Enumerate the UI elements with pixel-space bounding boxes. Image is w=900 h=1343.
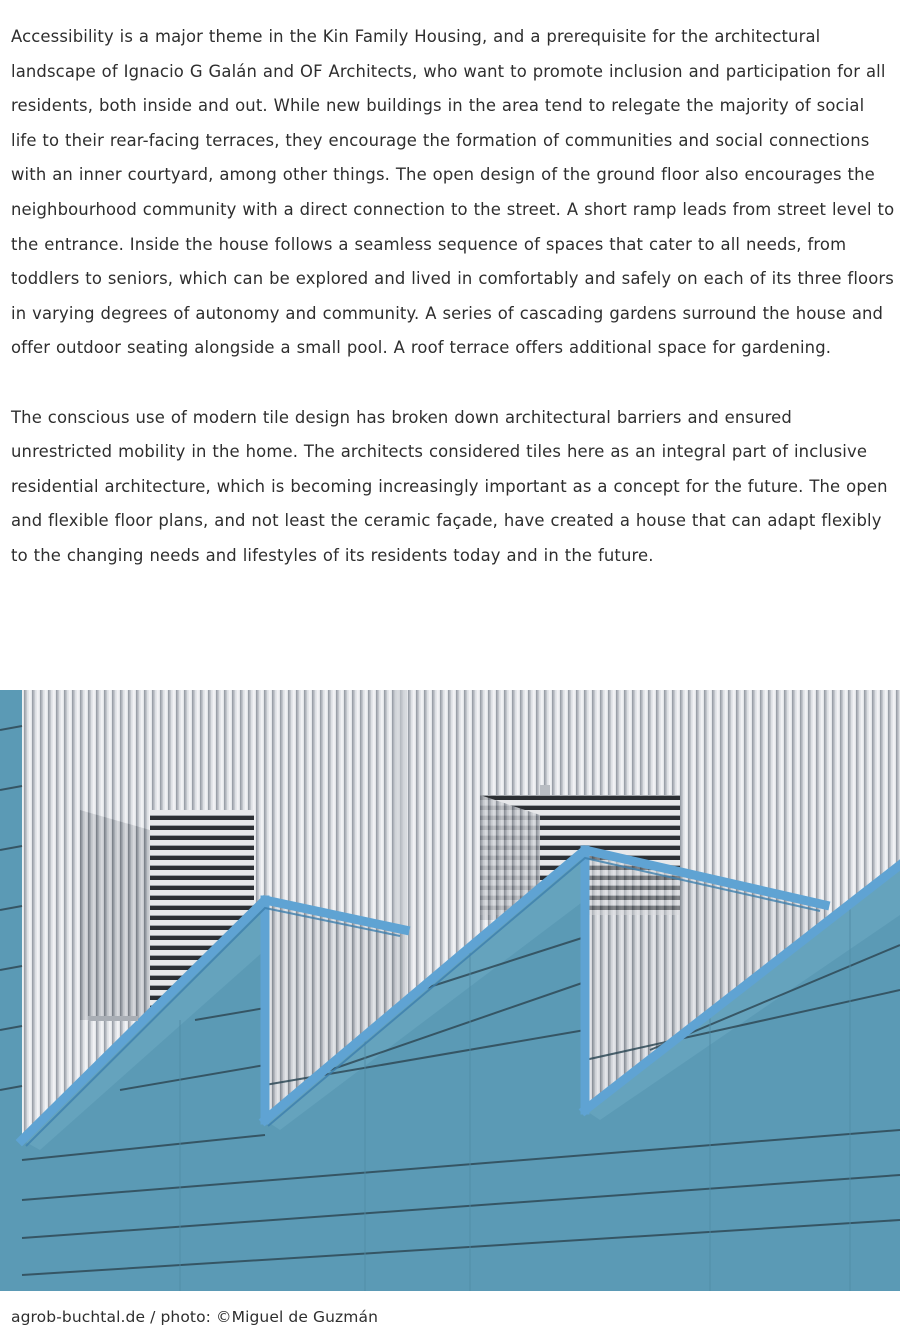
article-body bbox=[11, 20, 895, 574]
facade-photo bbox=[0, 690, 900, 1291]
article-paragraph: The conscious use of modern tile design has broken down architectural barriers and ensured unrestricted mobility in the home. The architects considered tiles here as an integral part of inclusive residential architecture, which is becoming increasingly important as a concept for the future. The open and flexible floor plans, and not least the ceramic façade, have created a house that can adapt flexibly to the changing needs and lifestyles of its residents today and in the future. bbox=[11, 407, 888, 565]
article-paragraph: Accessibility is a major theme in the Kin Family Housing, and a prerequisite for the architectural landscape of Ignacio G Galán and OF Architects, who want to promote inclusion and participation for all residents, both inside and out. While new buildings in the area tend to relegate the majority of social life to their rear-facing terraces, they encourage the formation of communities and social connections with an inner courtyard, among other things. The open design of the ground floor also encourages the neighbourhood community with a direct connection to the street. A short ramp leads from street level to the entrance. Inside the house follows a seamless sequence of spaces that cater to all needs, from toddlers to seniors, which can be explored and lived in comfortably and safely on each of its three floors in varying degrees of autonomy and community. A series of cascading gardens surround the house and offer outdoor seating alongside a small pool. A roof terrace offers additional space for gardening. bbox=[11, 27, 895, 358]
photo-caption: agrob-buchtal.de / photo: ©Miguel de Guzmán bbox=[11, 1308, 379, 1326]
